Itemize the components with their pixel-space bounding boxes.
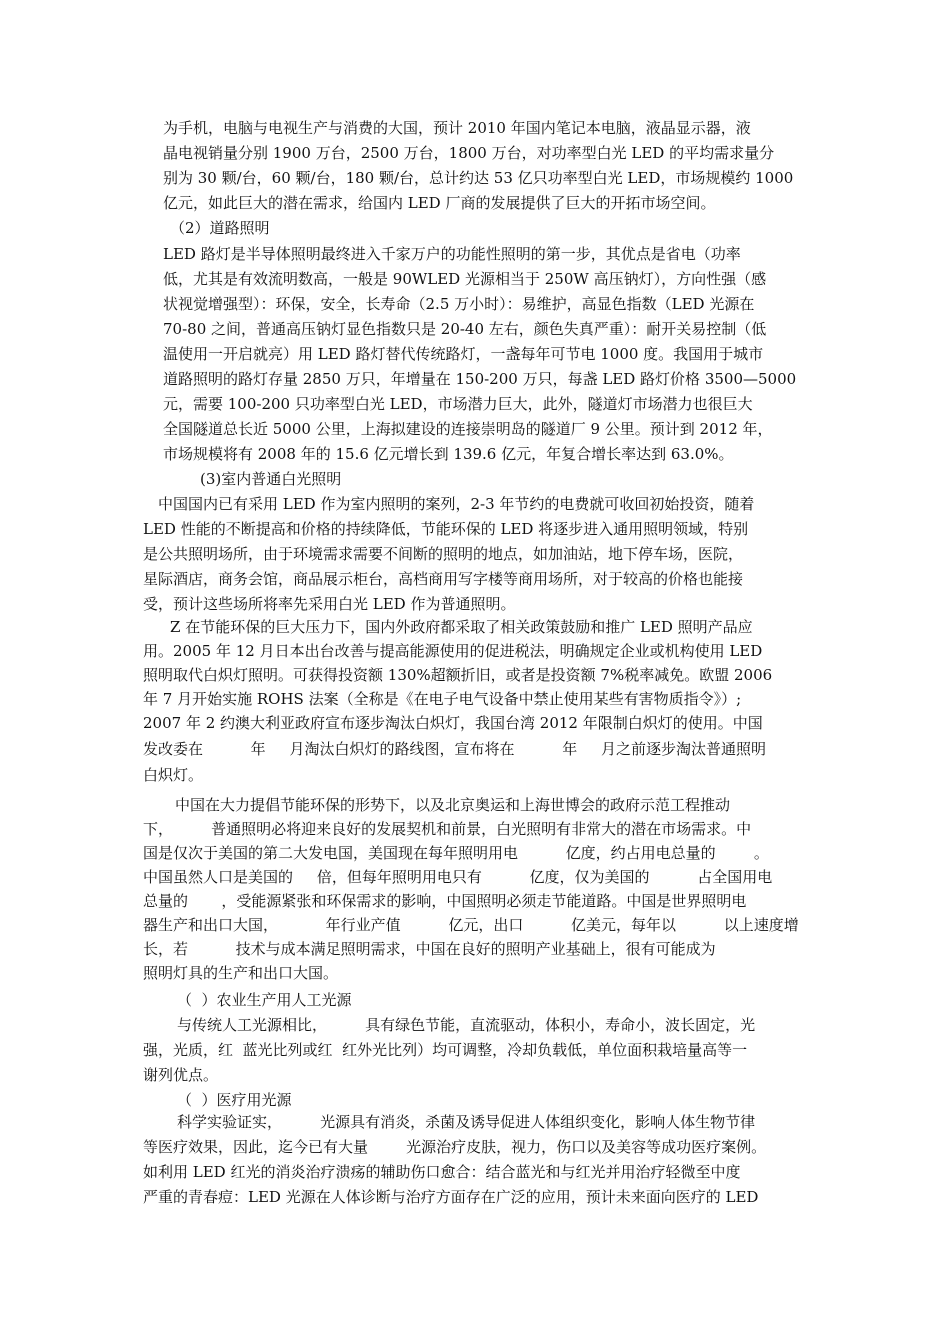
text-line: LED 路灯是半导体照明最终进入千家万户的功能性照明的第一步，其优点是省电（功率 (163, 245, 741, 263)
text-line: 低，尤其是有效流明数高，一般是 90WLED 光源相当于 250W 高压钠灯），方向性强（感 (163, 270, 767, 288)
text-line: 中国虽然人口是美国的 倍，但每年照明用电只有 亿度，仅为美国的 占全国用电 (143, 868, 773, 886)
text-line: 别为 30 颗/台，60 颗/台，180 颗/台，总计约达 53 亿只功率型白光 LED，市场规模约 1000 (163, 169, 794, 187)
text-line: 全国隧道总长近 5000 公里，上海拟建设的连接崇明岛的隧道厂 9 公里。预计到 2012 年， (163, 420, 773, 438)
text-line: 星际酒店，商务会馆，商品展示柜台，高档商用写字楼等商用场所，对于较高的价格也能接 (143, 570, 744, 588)
text-line: 发改委在 年 月淘汰白炽灯的路线图，宣布将在 年 月之前逐步淘汰普通照明 (143, 740, 767, 758)
text-line: 市场规模将有 2008 年的 15.6 亿元增长到 139.6 亿元，年复合增长率达到 63.0%。 (163, 445, 734, 463)
text-line: 如利用 LED 红光的消炎治疗溃疡的辅助伤口愈合：结合蓝光和与红光并用治疗轻微至中度 (143, 1163, 741, 1181)
text-line: 受，预计这些场所将率先采用白光 LED 作为普通照明。 (143, 595, 516, 613)
text-line: 国是仅次于美国的第二大发电国，美国现在每年照明用电 亿度，约占用电总量的 。 (143, 844, 769, 862)
text-line: 为手机，电脑与电视生产与消费的大国，预计 2010 年国内笔记本电脑，液晶显示器，液 (163, 119, 751, 137)
text-line: 亿元，如此巨大的潜在需求，给国内 LED 厂商的发展提供了巨大的开拓市场空间。 (163, 194, 716, 212)
text-line: 严重的青春痘：LED 光源在人体诊断与治疗方面存在广泛的应用，预计未来面向医疗的 LED (143, 1188, 759, 1206)
text-line: 强，光质，红 蓝光比列或红 红外光比列）均可调整，冷却负载低，单位面积栽培量高等一 (143, 1041, 748, 1059)
text-line: 晶电视销量分别 1900 万台，2500 万台，1800 万台，对功率型白光 LED 的平均需求量分 (163, 144, 775, 162)
section-heading: （ ）农业生产用人工光源 (177, 991, 352, 1009)
text-line: 状视觉增强型）：环保，安全，长寿命（2.5 万小时）：易维护，高显色指数（LED 光源在 (163, 295, 755, 313)
text-line: Z 在节能环保的巨大压力下，国内外政府都采取了相关政策鼓励和推广 LED 照明产品应 (170, 618, 753, 636)
text-line: 年 7 月开始实施 ROHS 法案（全称是《在电子电气设备中禁止使用某些有害物质指令》）; (143, 690, 742, 708)
text-line: 白炽灯。 (143, 766, 204, 784)
section-heading: （ ）医疗用光源 (177, 1091, 292, 1109)
text-line: 是公共照明场所，由于环境需求需要不间断的照明的地点，如加油站，地下停车场，医院， (143, 545, 744, 563)
text-line: 总量的 ，受能源紧张和环保需求的影响，中国照明必须走节能道路。中国是世界照明电 (143, 892, 747, 910)
text-line: 元，需要 100-200 只功率型白光 LED，市场潜力巨大，此外，隧道灯市场潜力也很巨大 (163, 395, 753, 413)
text-line: 道路照明的路灯存量 2850 万只，年增量在 150-200 万只，每盏 LED 路灯价格 3500—5000 (163, 370, 797, 388)
text-line: LED 性能的不断提高和价格的持续降低，节能环保的 LED 将逐步进入通用照明领域，特别 (143, 520, 749, 538)
text-line: 谢列优点。 (143, 1066, 219, 1084)
section-heading: (3)室内普通白光照明 (200, 470, 342, 488)
text-line: 与传统人工光源相比， 具有绿色节能，直流驱动，体积小，寿命小，波长固定，光 (177, 1016, 756, 1034)
text-line: 用。2005 年 12 月日本出台改善与提高能源使用的促进税法，明确规定企业或机构使用 LED (143, 642, 763, 660)
text-line: 70-80 之间，普通高压钠灯显色指数只是 20-40 左右，颜色失真严重）：耐开关易控制（低 (163, 320, 767, 338)
text-line: 器生产和出口大国， 年行业产值 亿元，出口 亿美元，每年以 以上速度增 (143, 916, 799, 934)
text-line: 照明取代白炽灯照明。可获得投资额 130%超额折旧，或者是投资额 7%税率减免。欧盟 2006 (143, 666, 773, 684)
text-line: 2007 年 2 约澳大利亚政府宣布逐步淘汰白炽灯，我国台湾 2012 年限制白炽灯的使用。中国 (143, 714, 763, 732)
text-line: 温使用一开启就亮）用 LED 路灯替代传统路灯，一盏每年可节电 1000 度。我国用于城市 (163, 345, 764, 363)
text-line: 中国国内已有采用 LED 作为室内照明的案列，2-3 年节约的电费就可收回初始投资，随着 (158, 495, 755, 513)
text-line: 中国在大力提倡节能环保的形势下，以及北京奥运和上海世博会的政府示范工程推动 (175, 796, 731, 814)
text-line: 等医疗效果，因此，迄今已有大量 光源治疗皮肤，视力，伤口以及美容等成功医疗案例。 (143, 1138, 767, 1156)
text-line: 下， 普通照明必将迎来良好的发展契机和前景，白光照明有非常大的潜在市场需求。中 (143, 820, 752, 838)
text-line: 长，若 技术与成本满足照明需求，中国在良好的照明产业基础上，很有可能成为 (143, 940, 716, 958)
text-line: 照明灯具的生产和出口大国。 (143, 964, 339, 982)
text-line: 科学实验证实， 光源具有消炎，杀菌及诱导促进人体组织变化，影响人体生物节律 (177, 1113, 756, 1131)
section-heading: （2）道路照明 (170, 219, 270, 237)
